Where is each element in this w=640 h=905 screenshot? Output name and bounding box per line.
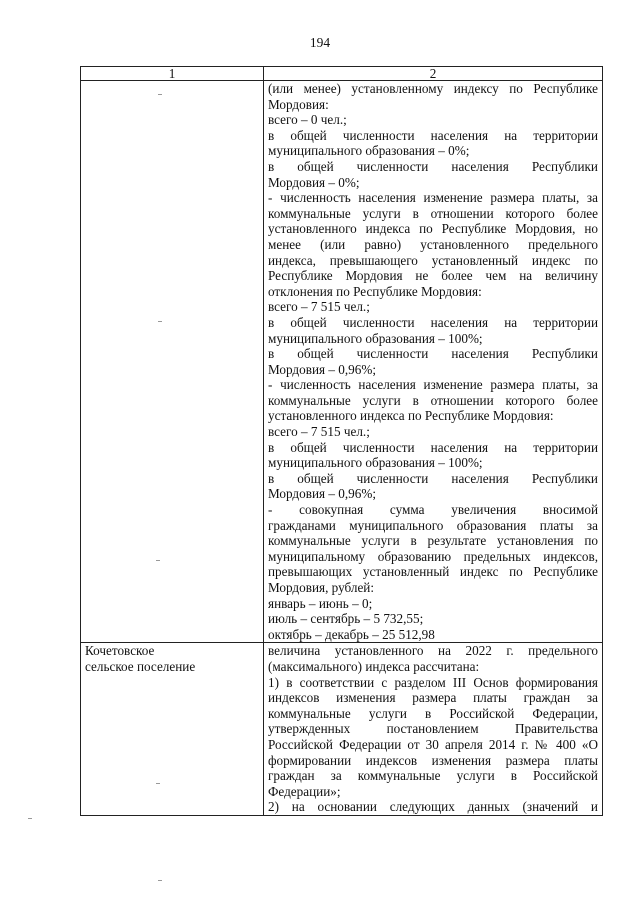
table-row: [81, 643, 603, 816]
text-line: коммунальные услуги в Российской Федерации,: [268, 705, 598, 721]
text-line: Мордовия – 0,96%;: [268, 486, 376, 502]
text-line: индекса, превышающего установленный индекс по: [268, 252, 598, 268]
text-line: муниципального образования – 100%;: [268, 455, 483, 471]
text-line: Мордовия – 0%;: [268, 174, 360, 190]
text-line: всего – 7 515 чел.;: [268, 424, 370, 440]
document-table: [80, 66, 603, 816]
scan-mark: [158, 94, 162, 95]
text-line: 2) на основании следующих данных (значений и: [268, 799, 598, 815]
municipality-name-cell: [81, 643, 264, 816]
text-line: всего – 0 чел.;: [268, 112, 347, 128]
text-line: муниципальному образованию предельных индексов,: [268, 548, 598, 564]
table-header-row: [81, 67, 603, 81]
description-cell: [264, 643, 603, 816]
text-line: менее (или равно) установленного предельного: [268, 236, 598, 252]
text-line: - численность населения изменение размера платы, за: [268, 190, 598, 206]
text-line: январь – июнь – 0;: [268, 595, 373, 611]
text-line: (или менее) установленному индексу по Республике: [268, 81, 598, 96]
text-line: превышающих установленный индекс по Республике: [268, 564, 598, 580]
text-line: Республике Мордовия не более чем на величину: [268, 268, 598, 284]
text-line: в общей численности населения на территории: [268, 439, 598, 455]
text-line: в общей численности населения Республики: [268, 346, 598, 362]
municipality-name-line: Кочетовское: [85, 643, 155, 659]
scan-mark: [158, 321, 162, 322]
scan-mark: [156, 783, 160, 784]
text-line: Мордовия:: [268, 96, 329, 112]
text-line: - численность населения изменение размера платы, за: [268, 377, 598, 393]
text-line: - совокупная сумма увеличения вносимой: [268, 502, 598, 518]
text-line: формировании индексов изменения размера платы: [268, 752, 598, 768]
scan-mark: [156, 560, 160, 561]
municipality-name-line: сельское поселение: [85, 658, 196, 674]
text-line: коммунальные услуги в результате установления по: [268, 533, 598, 549]
text-line: Федерации»;: [268, 783, 341, 799]
text-line: индексов изменения размера платы граждан за: [268, 690, 598, 706]
text-line: муниципального образования – 0%;: [268, 143, 470, 159]
text-line: коммунальные услуги в отношении которого более: [268, 205, 598, 221]
text-line: установленного индекса по Республике Мордовия, но: [268, 221, 598, 237]
table-row: [81, 81, 603, 643]
text-line: утвержденных постановлением Правительства: [268, 721, 598, 737]
text-line: граждан за коммунальные услуги в Российской: [268, 768, 598, 784]
text-line: (максимального) индекса рассчитана:: [268, 658, 480, 674]
page-number: 194: [309, 35, 331, 50]
text-line: гражданами муниципального образования платы за: [268, 517, 598, 533]
scan-mark: [158, 880, 162, 881]
text-line: коммунальные услуги в отношении которого более: [268, 392, 598, 408]
description-cell: [264, 81, 603, 643]
municipality-name-cell: [81, 81, 264, 643]
text-line: в общей численности населения Республики: [268, 470, 598, 486]
scan-mark: [28, 818, 32, 819]
text-line: Российской Федерации от 30 апреля 2014 г. № 400 «О: [268, 736, 598, 752]
column-header-1: 1: [81, 67, 264, 81]
text-line: в общей численности населения на территории: [268, 127, 598, 143]
text-line: установленного индекса по Республике Мордовия:: [268, 408, 554, 424]
text-line: в общей численности населения Республики: [268, 158, 598, 174]
text-line: 1) в соответствии с разделом III Основ формирования: [268, 674, 598, 690]
text-line: октябрь – декабрь – 25 512,98: [268, 626, 435, 642]
text-line: Мордовия, рублей:: [268, 580, 375, 595]
text-line: Мордовия – 0,96%;: [268, 361, 376, 377]
text-line: муниципального образования – 100%;: [268, 330, 483, 346]
text-line: величина установленного на 2022 г. предельного: [268, 643, 598, 659]
text-line: в общей численности населения на территории: [268, 314, 598, 330]
column-header-2: 2: [264, 67, 603, 81]
text-line: июль – сентябрь – 5 732,55;: [268, 611, 424, 627]
text-line: всего – 7 515 чел.;: [268, 299, 370, 315]
text-line: отклонения по Республике Мордовия:: [268, 283, 482, 299]
